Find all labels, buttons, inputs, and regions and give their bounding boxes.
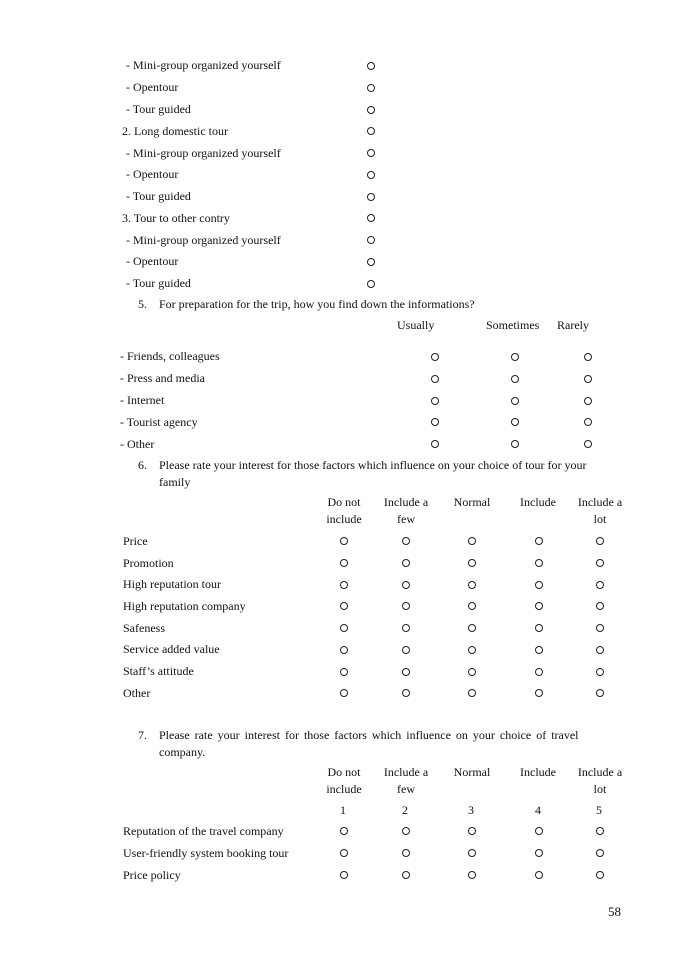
radio-button[interactable] xyxy=(402,602,410,610)
row-label: - Press and media xyxy=(120,371,205,385)
column-header-line: include xyxy=(326,782,362,796)
radio-button[interactable] xyxy=(402,849,410,857)
column-header-line: Include a xyxy=(383,765,429,779)
column-header xyxy=(565,494,635,528)
column-header-line: Include a xyxy=(577,765,623,779)
radio-button[interactable] xyxy=(340,537,348,545)
question-text: Please rate your interest for those factors which influence on your choice of travel xyxy=(159,728,579,742)
radio-button[interactable] xyxy=(468,827,476,835)
column-header-line: Normal xyxy=(453,495,491,509)
column-header xyxy=(314,764,374,798)
radio-button[interactable] xyxy=(535,559,543,567)
row-label: Staff’s attitude xyxy=(123,664,194,678)
column-header xyxy=(442,764,502,781)
row-label: Safeness xyxy=(123,621,165,635)
radio-button[interactable] xyxy=(535,827,543,835)
tour-list-item: - Tour guided xyxy=(126,189,191,203)
radio-button[interactable] xyxy=(535,689,543,697)
radio-button[interactable] xyxy=(596,624,604,632)
radio-button[interactable] xyxy=(468,602,476,610)
column-header xyxy=(508,764,568,781)
column-header-line: few xyxy=(397,512,415,526)
radio-button[interactable] xyxy=(596,689,604,697)
radio-button[interactable] xyxy=(367,84,375,92)
question-number: 6. xyxy=(138,458,147,472)
row-label: - Friends, colleagues xyxy=(120,349,220,363)
radio-button[interactable] xyxy=(367,149,375,157)
radio-button[interactable] xyxy=(367,127,375,135)
radio-button[interactable] xyxy=(596,668,604,676)
radio-button[interactable] xyxy=(402,559,410,567)
column-header xyxy=(314,494,374,528)
tour-list-item: - Mini-group organized yourself xyxy=(126,146,281,160)
row-label: Promotion xyxy=(123,556,174,570)
row-label: High reputation company xyxy=(123,599,246,613)
radio-button[interactable] xyxy=(431,397,439,405)
radio-button[interactable] xyxy=(431,375,439,383)
radio-button[interactable] xyxy=(596,827,604,835)
radio-button[interactable] xyxy=(596,849,604,857)
radio-button[interactable] xyxy=(340,871,348,879)
radio-button[interactable] xyxy=(402,827,410,835)
radio-button[interactable] xyxy=(367,214,375,222)
radio-button[interactable] xyxy=(511,375,519,383)
tour-list-item: - Tour guided xyxy=(126,276,191,290)
radio-button[interactable] xyxy=(431,440,439,448)
radio-button[interactable] xyxy=(340,559,348,567)
radio-button[interactable] xyxy=(367,193,375,201)
row-label: Service added value xyxy=(123,642,220,656)
column-header-line: Do not xyxy=(327,765,361,779)
radio-button[interactable] xyxy=(511,353,519,361)
radio-button[interactable] xyxy=(402,668,410,676)
radio-button[interactable] xyxy=(468,646,476,654)
column-header-usually: Usually xyxy=(397,318,435,332)
column-header-line: lot xyxy=(593,512,607,526)
radio-button[interactable] xyxy=(431,353,439,361)
radio-button[interactable] xyxy=(596,537,604,545)
column-header-line: Normal xyxy=(453,765,491,779)
row-label: - Tourist agency xyxy=(120,415,198,429)
column-header-line: include xyxy=(326,512,362,526)
radio-button[interactable] xyxy=(340,849,348,857)
radio-button[interactable] xyxy=(402,624,410,632)
radio-button[interactable] xyxy=(596,581,604,589)
radio-button[interactable] xyxy=(402,689,410,697)
radio-button[interactable] xyxy=(584,375,592,383)
scale-number: 4 xyxy=(535,803,541,817)
radio-button[interactable] xyxy=(367,280,375,288)
radio-button[interactable] xyxy=(584,397,592,405)
radio-button[interactable] xyxy=(596,871,604,879)
tour-category-heading: 2. Long domestic tour xyxy=(122,124,228,138)
radio-button[interactable] xyxy=(468,689,476,697)
radio-button[interactable] xyxy=(367,236,375,244)
row-label: Price policy xyxy=(123,868,181,882)
radio-button[interactable] xyxy=(367,171,375,179)
radio-button[interactable] xyxy=(340,646,348,654)
radio-button[interactable] xyxy=(340,581,348,589)
radio-button[interactable] xyxy=(340,624,348,632)
row-label: Reputation of the travel company xyxy=(123,824,284,838)
tour-list-item: - Mini-group organized yourself xyxy=(126,233,281,247)
radio-button[interactable] xyxy=(340,602,348,610)
radio-button[interactable] xyxy=(596,602,604,610)
radio-button[interactable] xyxy=(584,353,592,361)
radio-button[interactable] xyxy=(402,581,410,589)
radio-button[interactable] xyxy=(596,559,604,567)
row-label: - Other xyxy=(120,437,155,451)
radio-button[interactable] xyxy=(596,646,604,654)
page-number: 58 xyxy=(608,904,621,919)
radio-button[interactable] xyxy=(535,581,543,589)
radio-button[interactable] xyxy=(535,849,543,857)
column-header xyxy=(565,764,635,798)
question-text-continued: company. xyxy=(159,745,206,759)
scale-number: 1 xyxy=(340,803,346,817)
question-number: 7. xyxy=(138,728,147,742)
radio-button[interactable] xyxy=(535,602,543,610)
question-number: 5. xyxy=(138,297,147,311)
question-text-continued: family xyxy=(159,475,191,489)
row-label: Price xyxy=(123,534,148,548)
tour-list-item: - Tour guided xyxy=(126,102,191,116)
column-header-line: Include a xyxy=(577,495,623,509)
tour-list-item: - Opentour xyxy=(126,254,179,268)
radio-button[interactable] xyxy=(468,849,476,857)
radio-button[interactable] xyxy=(468,871,476,879)
row-label: High reputation tour xyxy=(123,577,221,591)
radio-button[interactable] xyxy=(402,871,410,879)
radio-button[interactable] xyxy=(402,646,410,654)
column-header-sometimes: Sometimes xyxy=(486,318,540,332)
radio-button[interactable] xyxy=(511,397,519,405)
scale-number: 5 xyxy=(596,803,602,817)
question-text: For preparation for the trip, how you find down the informations? xyxy=(159,297,475,311)
column-header xyxy=(442,494,502,511)
scale-number: 3 xyxy=(468,803,474,817)
radio-button[interactable] xyxy=(367,106,375,114)
radio-button[interactable] xyxy=(468,668,476,676)
column-header xyxy=(371,764,441,798)
column-header-line: Include xyxy=(520,495,556,509)
radio-button[interactable] xyxy=(340,827,348,835)
column-header-line: Include a xyxy=(383,495,429,509)
column-header xyxy=(508,494,568,511)
tour-list-item: - Opentour xyxy=(126,167,179,181)
row-label: - Internet xyxy=(120,393,165,407)
radio-button[interactable] xyxy=(584,440,592,448)
radio-button[interactable] xyxy=(535,646,543,654)
radio-button[interactable] xyxy=(468,624,476,632)
question-text: Please rate your interest for those factors which influence on your choice of tour for your xyxy=(159,458,587,472)
radio-button[interactable] xyxy=(468,537,476,545)
radio-button[interactable] xyxy=(340,689,348,697)
tour-category-heading: 3. Tour to other contry xyxy=(122,211,230,225)
radio-button[interactable] xyxy=(367,62,375,70)
radio-button[interactable] xyxy=(468,559,476,567)
row-label: Other xyxy=(123,686,151,700)
radio-button[interactable] xyxy=(535,537,543,545)
tour-list-item: - Opentour xyxy=(126,80,179,94)
column-header-rarely: Rarely xyxy=(557,318,589,332)
radio-button[interactable] xyxy=(535,668,543,676)
radio-button[interactable] xyxy=(431,418,439,426)
row-label: User-friendly system booking tour xyxy=(123,846,289,860)
column-header-line: few xyxy=(397,782,415,796)
radio-button[interactable] xyxy=(535,871,543,879)
radio-button[interactable] xyxy=(468,581,476,589)
column-header xyxy=(371,494,441,528)
radio-button[interactable] xyxy=(511,440,519,448)
column-header-line: Include xyxy=(520,765,556,779)
radio-button[interactable] xyxy=(340,668,348,676)
tour-list-item: - Mini-group organized yourself xyxy=(126,58,281,72)
radio-button[interactable] xyxy=(584,418,592,426)
radio-button[interactable] xyxy=(402,537,410,545)
column-header-line: Do not xyxy=(327,495,361,509)
radio-button[interactable] xyxy=(367,258,375,266)
radio-button[interactable] xyxy=(535,624,543,632)
column-header-line: lot xyxy=(593,782,607,796)
radio-button[interactable] xyxy=(511,418,519,426)
scale-number: 2 xyxy=(402,803,408,817)
